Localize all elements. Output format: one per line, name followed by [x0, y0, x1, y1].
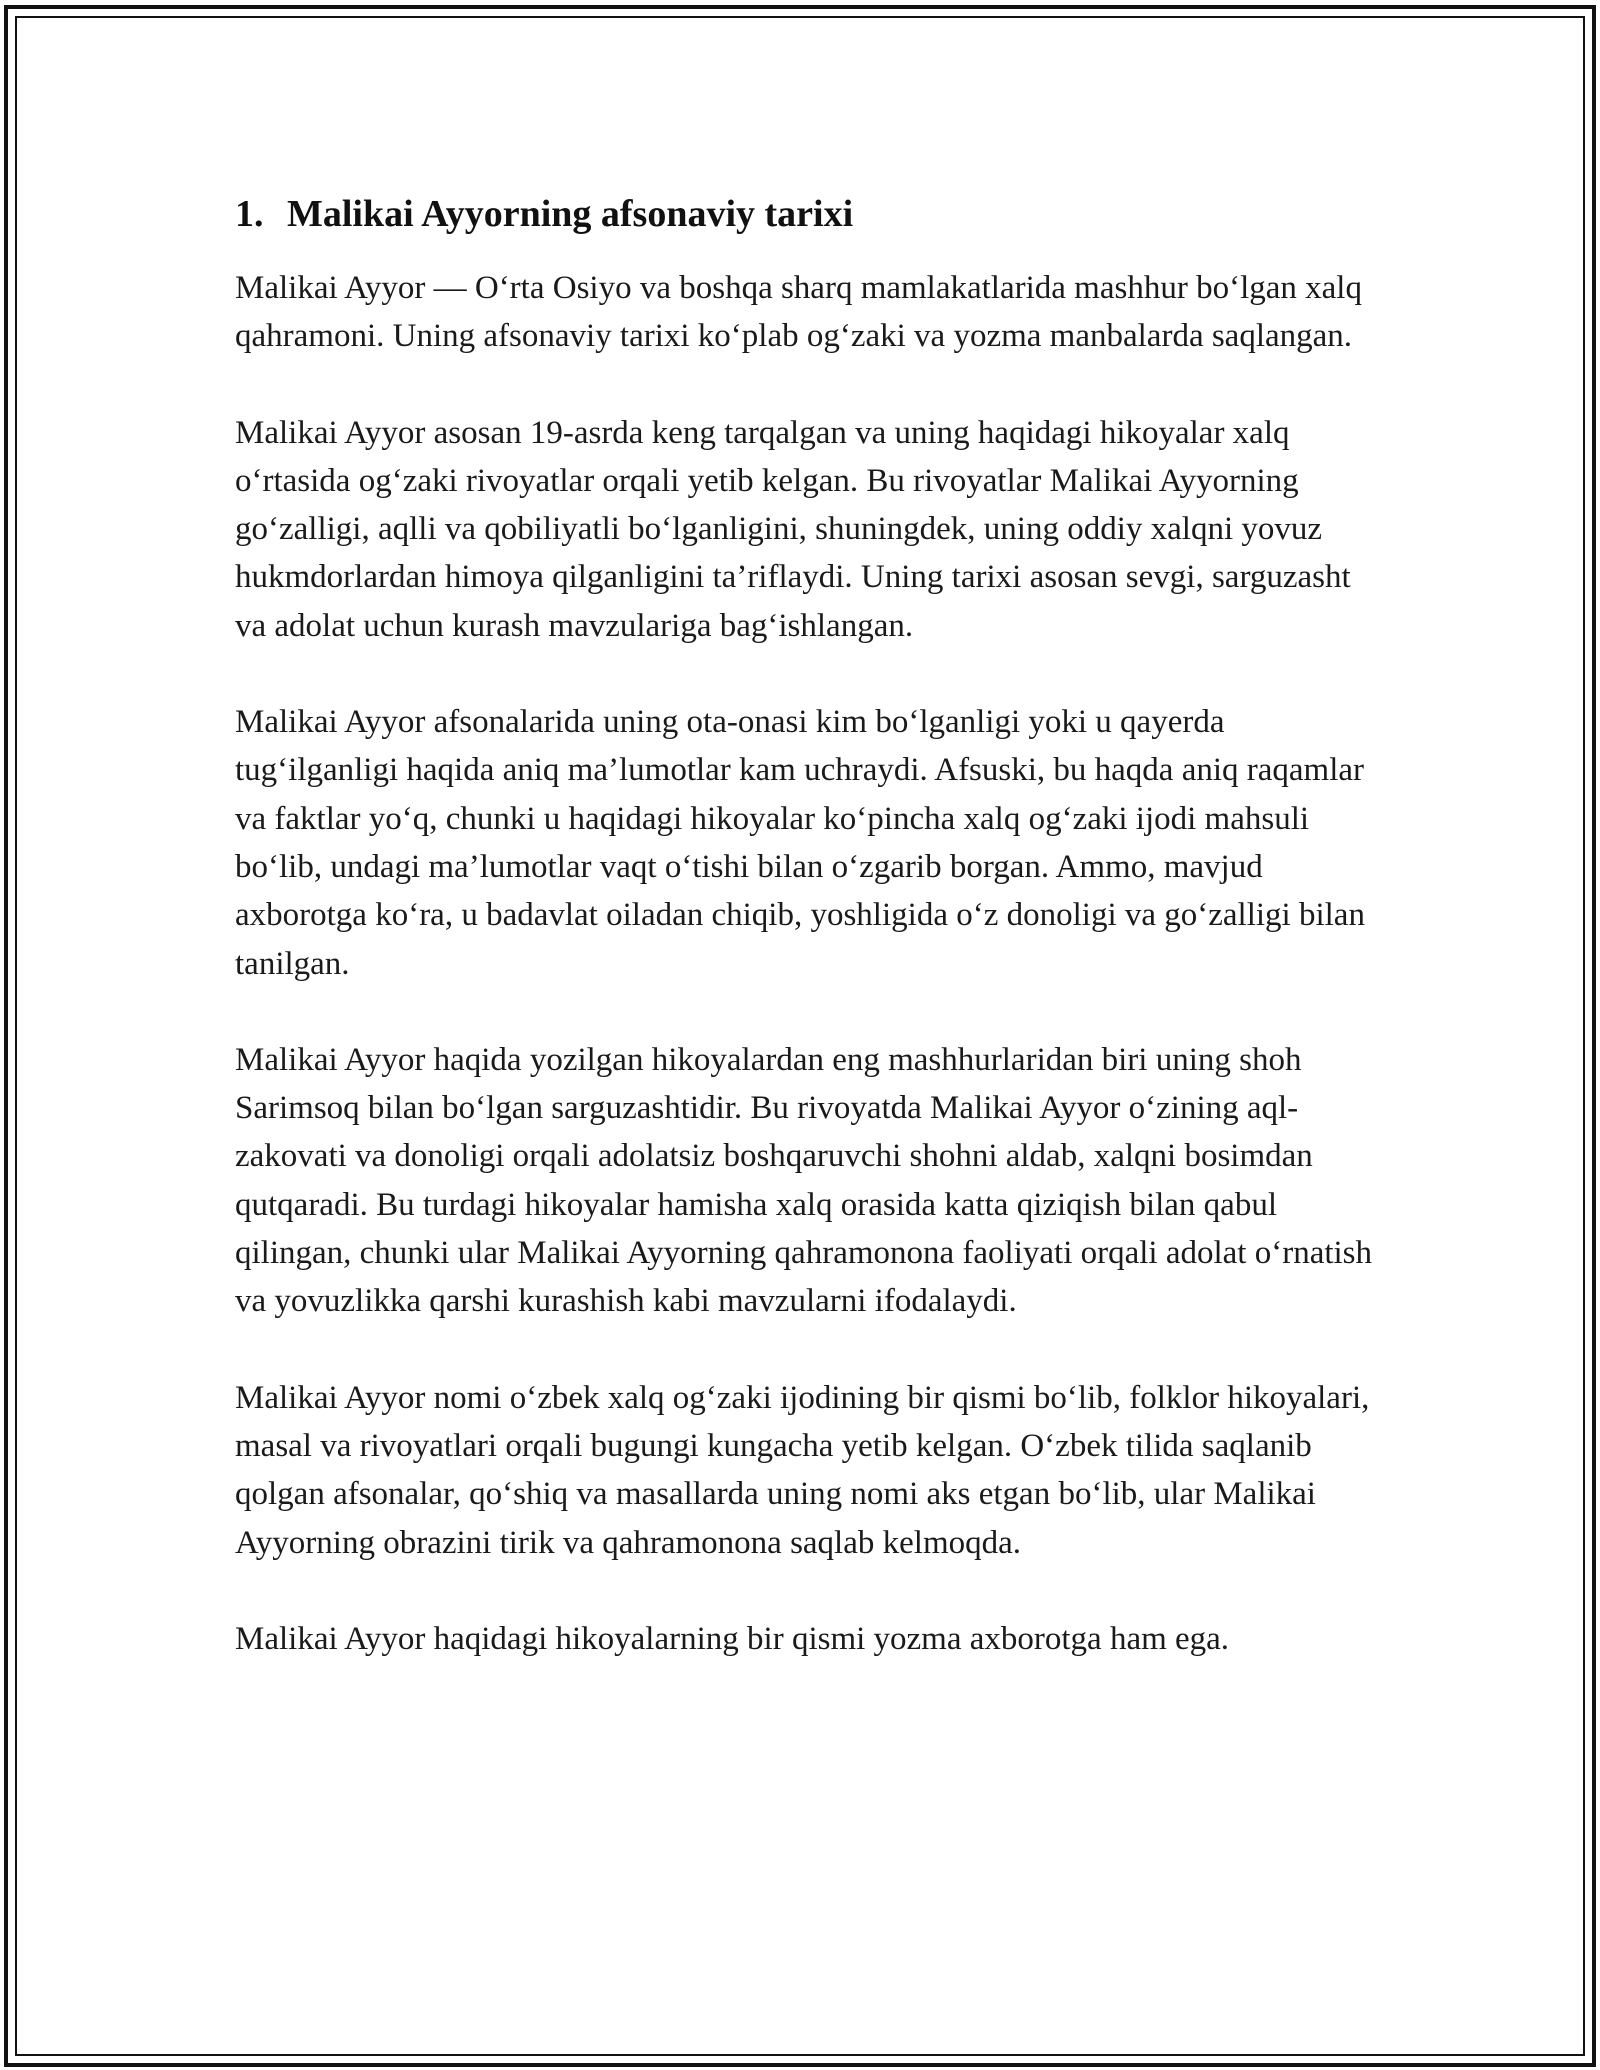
paragraph-intro: Malikai Ayyor — O‘rta Osiyo va boshqa sharq mamlakatlarida mashhur bo‘lgan xalq qahramoni. Uning afsonaviy tarixi ko‘plab og‘zaki va yozma manbalarda saqlangan.: [235, 270, 1362, 355]
paragraph-origins: Malikai Ayyor asosan 19-asrda keng tarqalgan va uning haqidagi hikoyalar xalq o‘rtasida og‘zaki rivoyatlar orqali yetib kelgan. Bu rivoyatlar Malikai Ayyorning go‘zalligi, aqlli va qobiliyatli bo‘lganligini, shuningdek, uning oddiy xalqni yovuz hukmdorlardan himoya qilganligini ta’riflaydi. Uning tarixi asosan sevgi, sarguzasht va adolat uchun kurash mavzulariga bag‘ishlangan.: [235, 414, 1351, 644]
paragraph-folklore: Malikai Ayyor nomi o‘zbek xalq og‘zaki ijodining bir qismi bo‘lib, folklor hikoyalari, masal va rivoyatlari orqali bugungi kungacha yetib kelgan. O‘zbek tilida saqlanib qolgan afsonalar, qo‘shiq va masallarda uning nomi aks etgan bo‘lib, ular Malikai Ayyorning obrazini tirik va qahramonona saqlab kelmoqda.: [235, 1379, 1370, 1561]
section-number: 1.: [235, 193, 264, 235]
section-heading: [235, 186, 1375, 242]
paragraph-written-sources: Malikai Ayyor haqidagi hikoyalarning bir qismi yozma axborotga ham ega.: [235, 1620, 1230, 1657]
section-title: Malikai Ayyorning afsonaviy tarixi: [287, 193, 854, 235]
paragraph-shoh-sarimsoq: Malikai Ayyor haqida yozilgan hikoyalardan eng mashhurlaridan biri uning shoh Sarimsoq bilan bo‘lgan sarguzashtidir. Bu rivoyatda Malikai Ayyor o‘zining aql-zakovati va donoligi orqali adolatsiz boshqaruvchi shohni aldab, xalqni bosimdan qutqaradi. Bu turdagi hikoyalar hamisha xalq orasida katta qiziqish bilan qabul qilingan, chunki ular Malikai Ayyorning qahramonona faoliyati orqali adolat o‘rnatish va yovuzlikka qarshi kurashish kabi mavzularni ifodalaydi.: [235, 1041, 1373, 1320]
document-body: [235, 186, 1375, 1711]
paragraph-family: Malikai Ayyor afsonalarida uning ota-onasi kim bo‘lganligi yoki u qayerda tug‘ilganligi haqida aniq ma’lumotlar kam uchraydi. Afsuski, bu haqda aniq raqamlar va faktlar yo‘q, chunki u haqidagi hikoyalar ko‘pincha xalq og‘zaki ijodi mahsuli bo‘lib, undagi ma’lumotlar vaqt o‘tishi bilan o‘zgarib borgan. Ammo, mavjud axborotga ko‘ra, u badavlat oiladan chiqib, yoshligida o‘z donoligi va go‘zalligi bilan tanilgan.: [235, 704, 1365, 982]
